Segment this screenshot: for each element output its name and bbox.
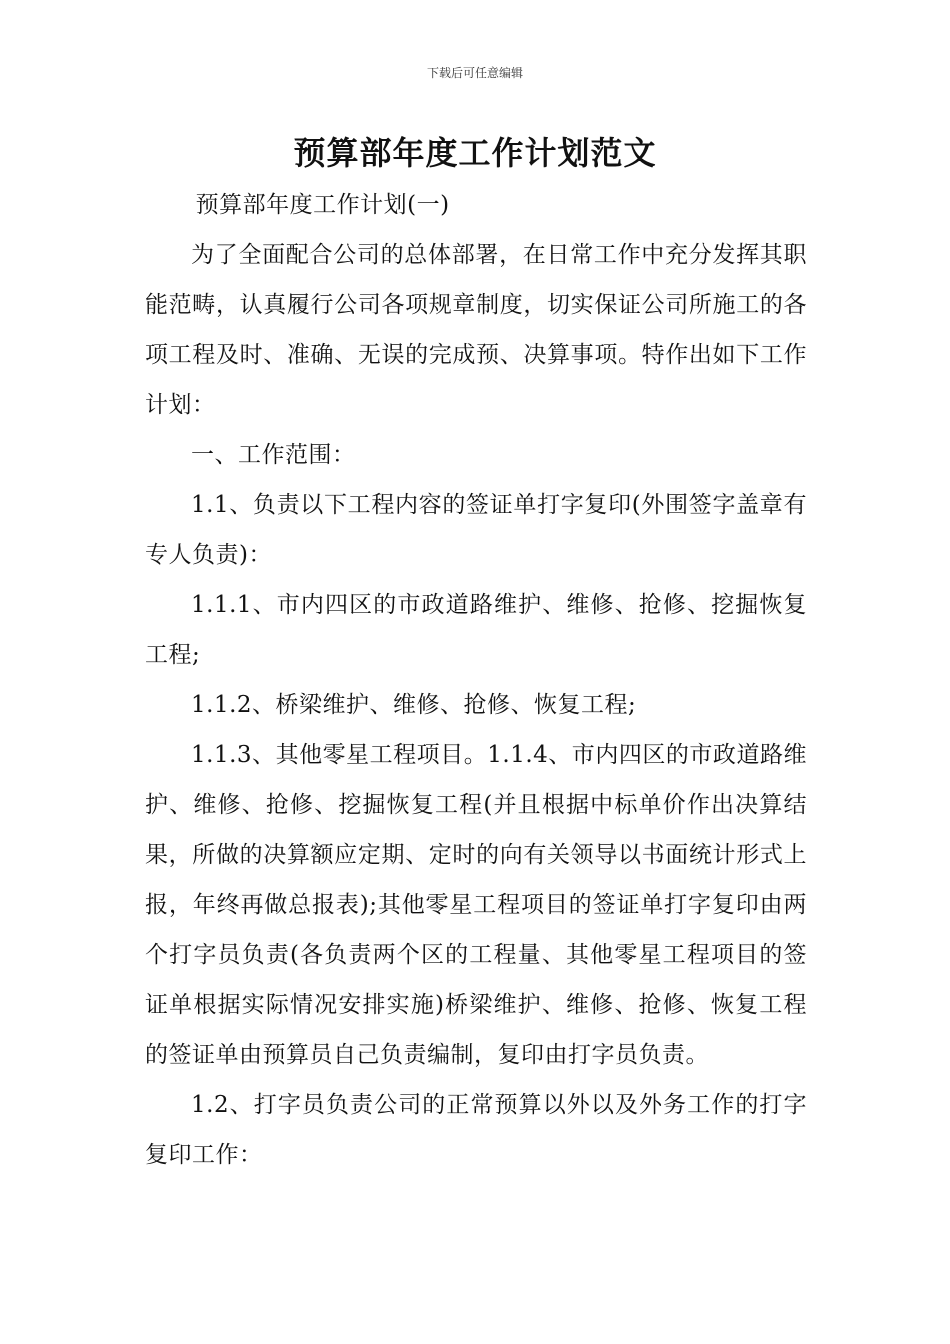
section-subtitle: 预算部年度工作计划(一)	[195, 192, 450, 218]
paragraph-1-1-1: 1.1.1、市内四区的市政道路维护、维修、抢修、挖掘恢复工程;	[145, 592, 807, 668]
header-note: 下载后可任意编辑	[426, 66, 523, 80]
paragraph-intro: 为了全面配合公司的总体部署，在日常工作中充分发挥其职能范畴，认真履行公司各项规章制度，切实保证公司所施工的各项工程及时、准确、无误的完成预、决算事项。特作出如下工作计划：	[145, 242, 807, 418]
document-body	[145, 180, 807, 1180]
paragraph-1-1-2: 1.1.2、桥梁维护、维修、抢修、恢复工程;	[191, 692, 637, 718]
paragraph-1-1-3: 1.1.3、其他零星工程项目。1.1.4、市内四区的市政道路维护、维修、抢修、挖掘恢复工程(并且根据中标单价作出决算结果，所做的决算额应定期、定时的向有关领导以书面统计形式上报，年终再做总报表);其他零星工程项目的签证单打字复印由两个打字员负责(各负责两个区的工程量、其他零星工程项目的签证单根据实际情况安排实施)桥梁维护、维修、抢修、恢复工程的签证单由预算员自己负责编制，复印由打字员负责。	[145, 742, 807, 1068]
paragraph-1-2: 1.2、打字员负责公司的正常预算以外以及外务工作的打字复印工作：	[145, 1092, 807, 1168]
section-heading-scope: 一、工作范围：	[191, 442, 356, 468]
document-title: 预算部年度工作计划范文	[293, 134, 657, 172]
paragraph-1-1: 1.1、负责以下工程内容的签证单打字复印(外围签字盖章有专人负责)：	[145, 492, 807, 568]
